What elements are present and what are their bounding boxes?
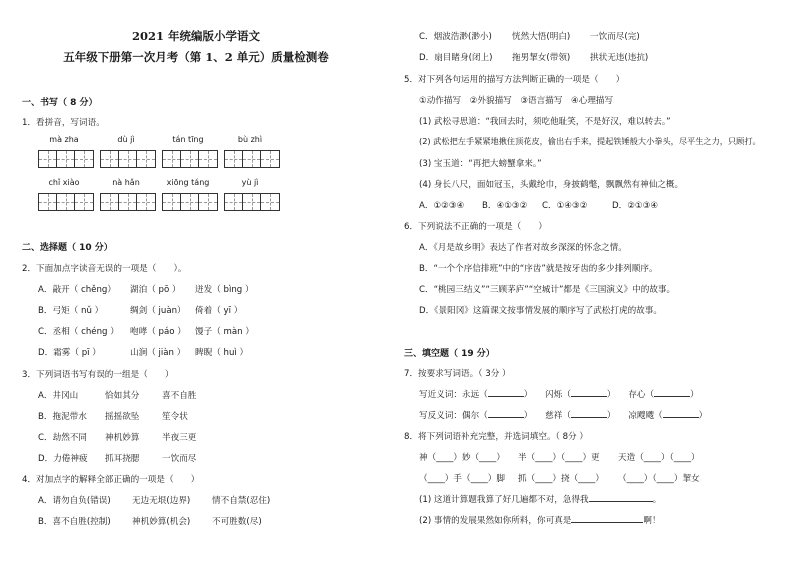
answer-blank[interactable] (571, 417, 607, 418)
option: C．劫然不同 (38, 433, 87, 443)
option: C．烟波浩渺(渺小) (419, 32, 492, 42)
pinyin-label: tán tīng (172, 135, 204, 144)
option: D．扇目睹身(闭上) (419, 53, 493, 63)
word-prompt: 慈祥（ (545, 411, 571, 421)
option: C．“桃园三结义”“三顾茅庐”“空城计”都是《三国演义》中的故事。 (419, 285, 676, 295)
answer-blank[interactable] (571, 396, 607, 397)
option: 绸剑（ juàn） (130, 306, 186, 316)
answer-blank[interactable] (488, 396, 524, 397)
antonym-label: 写反义词： (419, 411, 462, 421)
option: 笙令状 (162, 412, 188, 422)
question-7-stem: 7．按要求写词语。（ 3分 ） (404, 369, 511, 379)
option: A．敲开（ chěng） (38, 285, 116, 295)
bracket: ） (690, 390, 699, 400)
option: A．请勿自负(错误) (38, 496, 111, 506)
word-prompt: 闪烁（ (545, 390, 571, 400)
option: 一饮而尽 (162, 454, 197, 464)
writing-grid[interactable] (162, 193, 218, 211)
pinyin-label: mà zha (49, 135, 79, 144)
bracket: ） (523, 411, 533, 421)
question-3-stem: 3．下列词语书写有误的一组是（ ） (22, 370, 174, 380)
word-prompt: 存心（ (628, 390, 655, 400)
option: 半夜三更 (162, 433, 197, 443)
option: C．丞相（ chéng ） (38, 327, 119, 337)
sentence-end: 。 (652, 495, 662, 505)
answer-blank[interactable] (654, 396, 690, 397)
sentence: (2) 武松把左手紧紧地揪住顶花皮，偷出右手来，提起铁锤般大小拳头，尽平生之力，只顾打。 (419, 136, 761, 146)
option: B．喜不自胜(控制) (38, 517, 111, 527)
option: 馒子（ màn ） (195, 327, 254, 337)
method-options: ①动作描写 ②外貌描写 ③语言描写 ④心理描写 (419, 96, 614, 106)
question-8-stem: 8．将下列词语补充完整，并选词填空。（ 8分 ） (404, 432, 588, 442)
option: 无边无垠(边界) (132, 496, 191, 506)
option: B．弓矩（ nǔ ） (38, 306, 104, 316)
answer-blank[interactable] (488, 417, 524, 418)
writing-grid[interactable] (100, 193, 156, 211)
option: A．《月是故乡明》表达了作者对故乡深深的怀念之情。 (419, 243, 627, 253)
writing-grid[interactable] (38, 150, 94, 168)
idiom[interactable]: 神（____）妙（____） (419, 453, 505, 463)
sentence-text: (1) 这道计算题我算了好几遍都不对，急得我 (419, 495, 589, 505)
sentence-text: (2) 事情的发展果然如你所料，你可真是 (419, 516, 572, 526)
option: 湖泊（ pō ） (130, 285, 181, 295)
fill-sentence (419, 493, 661, 505)
bracket: ） (606, 390, 616, 400)
option: D．霜雾（ pī ） (38, 348, 101, 358)
option: 神机妙算 (105, 433, 140, 443)
page-subtitle: 五年级下册第一次月考（第 1、2 单元）质量检测卷 (63, 50, 329, 64)
option: 倚着（ yī ） (195, 306, 243, 316)
option: 摇摇欲坠 (105, 412, 140, 422)
synonym-row (419, 388, 699, 400)
option: C．①④③② (542, 201, 588, 211)
word-prompt: 永远（ (461, 390, 488, 400)
synonym-label: 写近义词： (419, 390, 462, 400)
bracket: ） (523, 390, 533, 400)
pinyin-label: nà hǎn (112, 178, 140, 187)
option: D．力倦神疲 (38, 454, 88, 464)
pinyin-label: bù zhì (237, 135, 263, 144)
sentence-end: 啊！ (643, 516, 661, 526)
sentence: (3) 宝玉道：“再把大螃蟹拿来。” (419, 159, 542, 169)
option: 拱状无违(违抗) (590, 53, 649, 63)
antonym-row (419, 409, 707, 421)
pinyin-label: xiōng táng (166, 178, 210, 187)
option: B．④①③② (482, 201, 528, 211)
option: 山涧（ jiàn ） (130, 348, 186, 358)
section-choice: 二、选择题（ 10 分） (22, 243, 113, 253)
question-6-stem: 6．下列说法不正确的一项是（ ） (404, 222, 547, 232)
option: 喜不自胜 (162, 391, 197, 401)
question-1-stem: 1．看拼音，写词语。 (22, 118, 105, 128)
idiom[interactable]: 天造（____）（____） (618, 453, 700, 463)
bracket: ） (698, 411, 708, 421)
option: A．①②③④ (419, 201, 465, 211)
option: 抓耳挠腮 (105, 454, 140, 464)
word-prompt: 偶尔（ (461, 411, 488, 421)
option: B．“一个个序信排班”中的“序齿”就是按牙齿的多少排列顺序。 (419, 264, 658, 274)
option: B．拖泥带水 (38, 412, 87, 422)
idiom[interactable]: 半（____）（____）更 (518, 453, 600, 463)
option: D．《景阳冈》这篇课文按事情发展的顺序写了武松打虎的故事。 (419, 306, 662, 316)
section-fill-in: 三、填空题（ 19 分） (404, 349, 495, 359)
option: 拖男挈女(带领) (512, 53, 571, 63)
answer-blank[interactable] (589, 501, 653, 502)
idiom[interactable]: （____）（____）挈女 (618, 474, 700, 484)
question-4-stem: 4．对加点字的解释全部正确的一项是（ ） (22, 475, 200, 485)
option: D．②①③④ (612, 201, 659, 211)
option: A．井冈山 (38, 391, 79, 401)
pinyin-label: chǐ xiào (48, 178, 80, 187)
writing-grid[interactable] (100, 150, 156, 168)
option: 咆哮（ páo ） (130, 327, 186, 337)
section-writing: 一、书写（ 8 分） (22, 98, 98, 108)
option: 一饮而尽(完) (590, 32, 640, 42)
sentence: (1) 武松寻思道：“我回去时，须吃他耻笑，不是好汉，难以转去。” (419, 117, 671, 127)
answer-blank[interactable] (571, 522, 643, 523)
question-2-stem: 2．下面加点字读音无误的一项是（ ）。 (22, 264, 187, 274)
pinyin-label: yù jì (241, 178, 259, 187)
option: 神机妙算(机会) (132, 517, 191, 527)
page-title: 2021 年统编版小学语文 (131, 29, 260, 43)
idiom[interactable]: （____）手（____）脚 (419, 474, 505, 484)
question-5-stem: 5．对下列各句运用的描写方法判断正确的一项是（ ） (404, 75, 625, 85)
option: 恰如其分 (105, 391, 140, 401)
option: 睥睨（ huì ） (195, 348, 249, 358)
writing-grid[interactable] (162, 150, 218, 168)
writing-grid[interactable] (224, 150, 280, 168)
writing-grid[interactable] (38, 193, 94, 211)
pinyin-label: dù jì (117, 135, 135, 144)
option: 不可胜数(尽) (212, 517, 262, 527)
sentence: (4) 身长八尺，面如冠玉，头戴纶巾，身披鹤氅，飘飘然有神仙之概。 (419, 180, 684, 190)
option: 迸发（ bìng ） (195, 285, 254, 295)
idiom[interactable]: 抓（____）挠（____） (518, 474, 604, 484)
option: 情不自禁(忍住) (212, 496, 271, 506)
word-prompt: 凉飕飕（ (628, 411, 663, 421)
answer-blank[interactable] (663, 417, 699, 418)
bracket: ） (606, 411, 616, 421)
option: 恍然大悟(明白) (512, 32, 571, 42)
writing-grid[interactable] (224, 193, 280, 211)
fill-sentence (419, 514, 661, 526)
